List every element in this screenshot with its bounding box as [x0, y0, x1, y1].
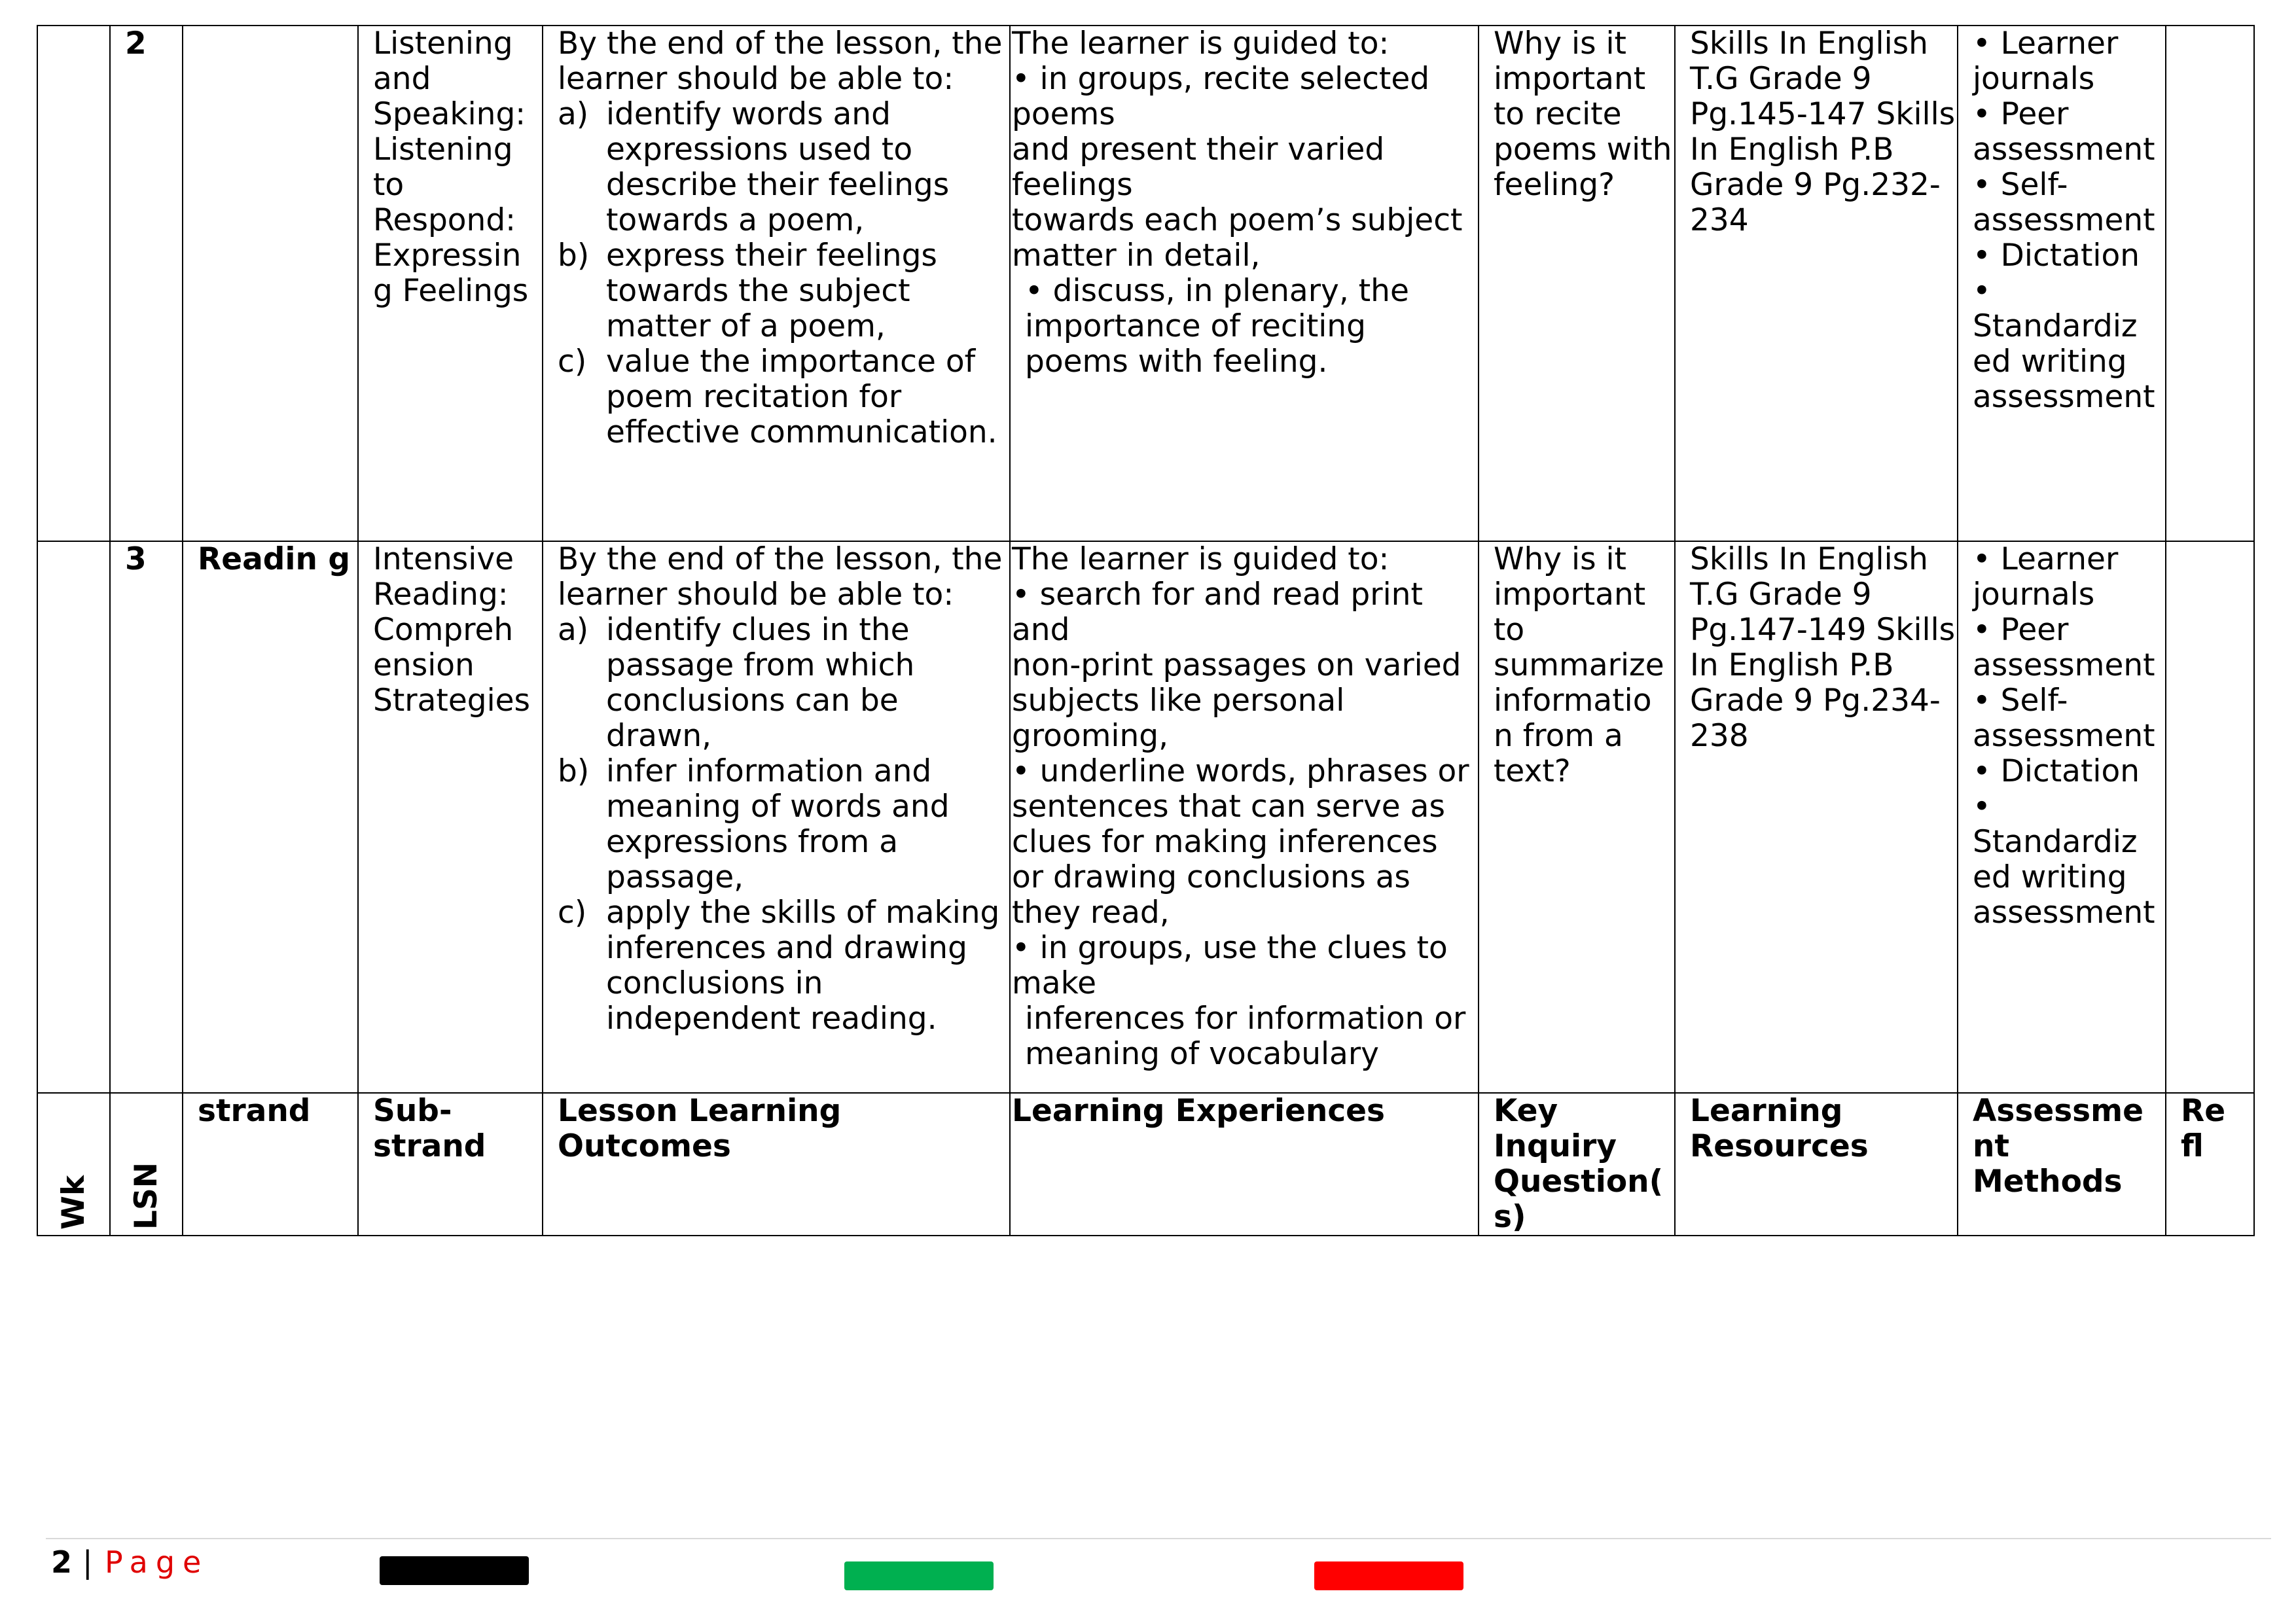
sub-strand-cell: Listening and Speaking: Listening to Respond: Expressin g Feelings	[358, 26, 543, 541]
list-text: identify words and expressions used to describe their feelings towards a poem,	[606, 96, 950, 238]
scheme-of-work-table	[37, 25, 2255, 1236]
header-sub-strand: Sub-strand	[358, 1093, 543, 1236]
table-header-row	[37, 1093, 2254, 1236]
experience-line: towards each poem’s subject matter in detail,	[1012, 202, 1463, 274]
experience-line: • underline words, phrases or sentences that can serve as clues for making inferences or drawing conclusions as they read,	[1012, 753, 1469, 931]
outcomes-intro: By the end of the lesson, the learner should be able to:	[558, 541, 1003, 613]
list-item	[558, 344, 1009, 450]
experience-line: • search for and read print and	[1012, 577, 1423, 648]
list-marker: a)	[558, 96, 589, 132]
list-text: infer information and meaning of words and expressions from a passage,	[606, 753, 950, 895]
header-key-question: Key Inquiry Question(s)	[1479, 1093, 1675, 1236]
header-outcomes: Lesson Learning Outcomes	[543, 1093, 1010, 1236]
experience-line: • in groups, recite selected poems	[1012, 61, 1430, 132]
lesson-number-cell: 3	[110, 541, 183, 1093]
header-lesson-label: LSN	[128, 1162, 164, 1230]
assessment-item: • Dictation	[1973, 238, 2140, 274]
resources-cell: Skills In English T.G Grade 9 Pg.145-147 Skills In English P.B Grade 9 Pg.232-234	[1675, 26, 1958, 541]
strand-cell: Readin g	[183, 541, 358, 1093]
assessment-item: • Dictation	[1973, 753, 2140, 789]
list-marker: c)	[558, 895, 587, 931]
list-marker: b)	[558, 753, 590, 789]
assessment-item: • Self-assessment	[1973, 167, 2155, 238]
color-bar-green	[844, 1561, 994, 1590]
list-text: apply the skills of making inferences and drawing conclusions in independent reading.	[606, 895, 1000, 1037]
assessment-cell	[1958, 26, 2166, 541]
resources-cell: Skills In English T.G Grade 9 Pg.147-149 Skills In English P.B Grade 9 Pg.234-238	[1675, 541, 1958, 1093]
sub-strand-cell: Intensive Reading: Compreh ension Strategies	[358, 541, 543, 1093]
assessment-item: • Standardiz ed writing assessment	[1973, 789, 2155, 931]
assessment-item: • Self-assessment	[1973, 683, 2155, 754]
outcomes-intro: By the end of the lesson, the learner should be able to:	[558, 26, 1003, 97]
experience-line: The learner is guided to:	[1012, 26, 1390, 62]
list-text: express their feelings towards the subject matter of a poem,	[606, 238, 937, 344]
header-week-label: Wk	[55, 1175, 92, 1230]
header-reflection: Re fl	[2166, 1093, 2254, 1236]
experience-line: inferences for information or meaning of vocabulary	[1025, 1001, 1466, 1072]
outcomes-cell	[543, 26, 1010, 541]
header-week	[37, 1093, 110, 1236]
header-experiences: Learning Experiences	[1010, 1093, 1479, 1236]
assessment-cell	[1958, 541, 2166, 1093]
experience-line: and present their varied feelings	[1012, 132, 1385, 203]
page-footer	[51, 1531, 2270, 1584]
strand-cell	[183, 26, 358, 541]
key-question-cell: Why is it important to recite poems with feeling?	[1479, 26, 1675, 541]
color-bar-black	[380, 1556, 529, 1585]
list-marker: a)	[558, 612, 589, 648]
key-question-cell: Why is it important to summarize informatio n from a text?	[1479, 541, 1675, 1093]
list-item	[558, 754, 1009, 895]
assessment-item: • Peer assessment	[1973, 96, 2155, 168]
header-resources: Learning Resources	[1675, 1093, 1958, 1236]
header-strand: strand	[183, 1093, 358, 1236]
assessment-item: • Learner journals	[1973, 26, 2119, 97]
page-label: Page	[105, 1544, 209, 1580]
experience-line: • in groups, use the clues to make	[1012, 930, 1448, 1001]
experiences-cell	[1010, 26, 1479, 541]
page-separator: |	[82, 1544, 93, 1580]
experience-line: • discuss, in plenary, the importance of reciting poems with feeling.	[1025, 273, 1409, 380]
list-item	[558, 238, 1009, 344]
page-number: 2	[51, 1544, 73, 1580]
table-row	[37, 26, 2254, 541]
list-item	[558, 613, 1009, 754]
outcomes-list	[558, 613, 1009, 1037]
list-text: value the importance of poem recitation for effective communication.	[606, 344, 997, 450]
experience-line: The learner is guided to:	[1012, 541, 1390, 577]
outcomes-list	[558, 97, 1009, 450]
header-lesson	[110, 1093, 183, 1236]
experience-line: non-print passages on varied subjects like personal grooming,	[1012, 647, 1462, 754]
experiences-cell	[1010, 541, 1479, 1093]
list-marker: b)	[558, 238, 590, 274]
reflection-cell	[2166, 26, 2254, 541]
list-text: identify clues in the passage from which conclusions can be drawn,	[606, 612, 915, 754]
list-marker: c)	[558, 344, 587, 380]
assessment-item: • Peer assessment	[1973, 612, 2155, 683]
week-cell	[37, 541, 110, 1093]
lesson-number-cell: 2	[110, 26, 183, 541]
assessment-item: • Standardiz ed writing assessment	[1973, 273, 2155, 415]
header-assessment: Assessme nt Methods	[1958, 1093, 2166, 1236]
color-bar-red	[1314, 1561, 1463, 1590]
reflection-cell	[2166, 541, 2254, 1093]
list-item	[558, 895, 1009, 1037]
table-row	[37, 541, 2254, 1093]
list-item	[558, 97, 1009, 238]
assessment-item: • Learner journals	[1973, 541, 2119, 613]
outcomes-cell	[543, 541, 1010, 1093]
week-cell	[37, 26, 110, 541]
